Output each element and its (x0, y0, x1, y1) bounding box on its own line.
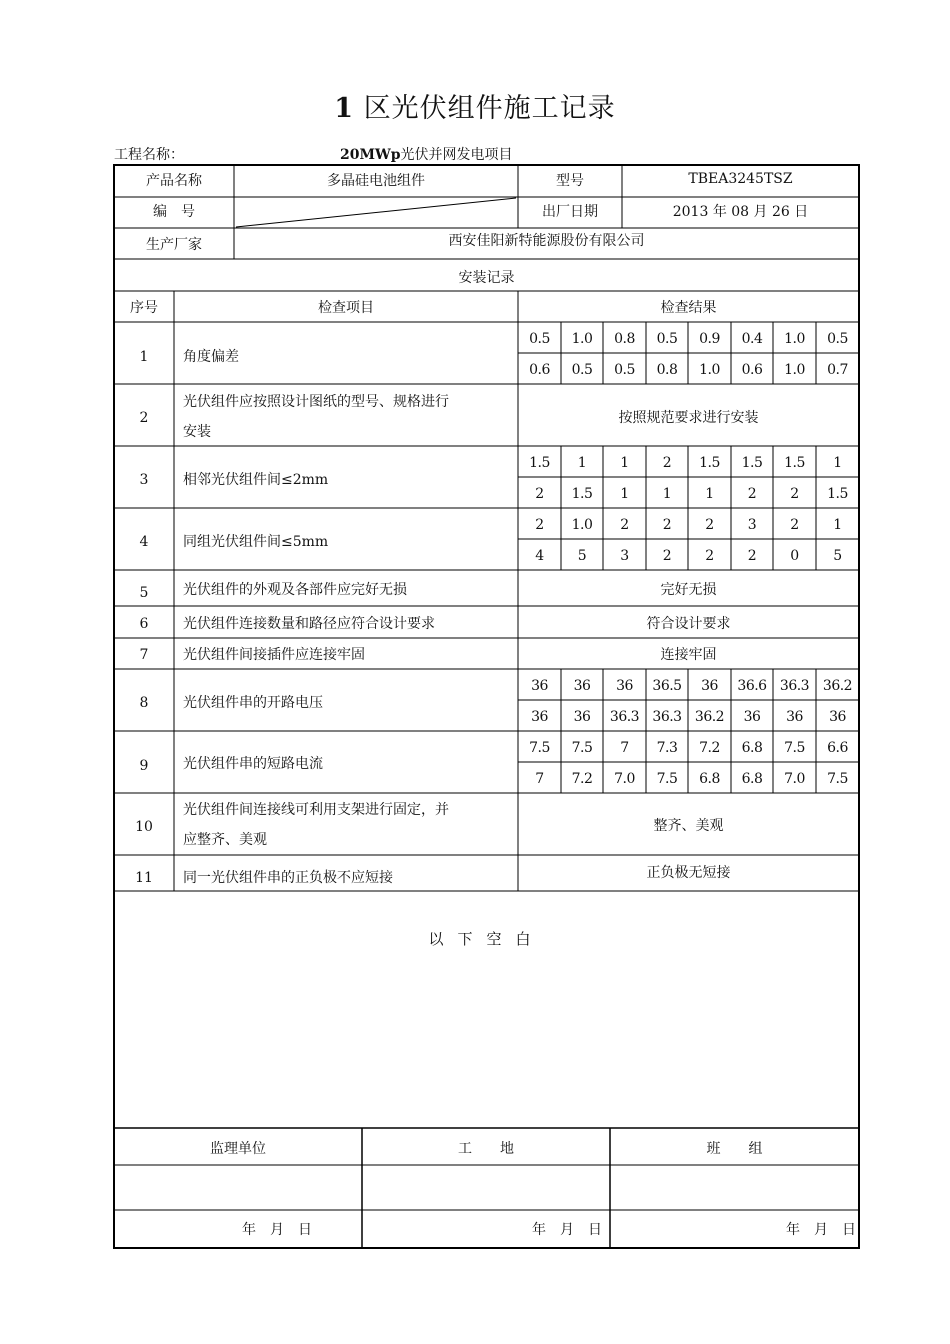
row-item: 光伏组件的外观及各部件应完好无损 (183, 581, 407, 598)
value-cell: 36.2 (694, 709, 725, 726)
column-header-item: 检查项目 (318, 300, 374, 317)
value-cell: 1.0 (699, 362, 720, 379)
row-item: 同一光伏组件串的正负极不应短接 (183, 869, 393, 886)
value-cell: 7.5 (529, 740, 550, 757)
value-cell: 0 (790, 548, 799, 565)
value-cell: 36 (573, 678, 591, 695)
value-cell: 1.5 (571, 486, 593, 503)
row-seq: 1 (139, 348, 149, 365)
value-cell: 36 (786, 709, 803, 726)
value-cell: 1 (577, 455, 587, 472)
row-seq: 6 (139, 615, 149, 632)
row-result: 完好无损 (660, 581, 717, 598)
value-cell: 1 (833, 517, 842, 534)
footer-date-team: 年 月 日 (786, 1221, 856, 1238)
value-cell: 2 (705, 548, 714, 565)
row-seq: 7 (139, 647, 149, 664)
value-cell: 1.0 (784, 331, 805, 348)
value-cell: 7.5 (656, 771, 678, 788)
value-cell: 6.8 (741, 771, 763, 788)
value-cell: 2 (662, 455, 672, 472)
row-seq: 2 (139, 409, 149, 426)
row-seq: 8 (139, 694, 149, 711)
blank-notice: 以下空白 (428, 930, 545, 948)
value-cell: 36.6 (737, 678, 767, 695)
value-cell: 2 (747, 486, 757, 503)
value-cell: 36 (743, 709, 761, 726)
section-title: 安装记录 (458, 270, 515, 287)
value-cell: 2 (705, 517, 714, 534)
row-seq: 9 (139, 757, 149, 774)
value-cell: 36.3 (652, 709, 682, 726)
product-label: 产品名称 (146, 172, 202, 189)
row-item: 光伏组件串的短路电流 (183, 755, 323, 772)
model-value: TBEA3245TSZ (688, 170, 793, 187)
row-seq: 10 (135, 818, 153, 835)
value-cell: 0.9 (699, 331, 720, 348)
value-cell: 7.3 (656, 740, 678, 757)
value-cell: 4 (535, 548, 544, 565)
row-result: 连接牢固 (660, 647, 717, 664)
row-seq: 11 (135, 869, 153, 886)
value-cell: 1 (620, 455, 629, 472)
maker-value: 西安佳阳新特能源股份有限公司 (448, 233, 645, 250)
value-cell: 1.5 (741, 455, 763, 472)
value-cell: 0.7 (827, 362, 848, 379)
value-cell: 2 (535, 517, 544, 534)
value-cell: 2 (535, 486, 544, 503)
value-cell: 36 (531, 678, 548, 695)
value-cell: 36.5 (652, 678, 682, 695)
row-result: 整齐、美观 (653, 817, 724, 834)
value-cell: 0.5 (656, 331, 678, 348)
value-cell: 36.3 (779, 678, 810, 695)
value-cell: 36 (616, 678, 633, 695)
value-cell: 1 (662, 486, 672, 503)
project-label: 工程名称： (114, 147, 184, 163)
row-seq: 5 (139, 584, 149, 601)
row-result: 按照规范要求进行安装 (618, 409, 759, 426)
value-cell: 3 (620, 548, 629, 565)
value-cell: 36.3 (609, 709, 640, 726)
value-cell: 0.5 (614, 362, 635, 379)
column-header-seq: 序号 (130, 300, 158, 317)
value-cell: 36 (531, 709, 548, 726)
value-cell: 0.8 (656, 362, 678, 379)
value-cell: 0.6 (529, 362, 550, 379)
value-cell: 7.5 (827, 771, 848, 788)
project-name: 20MWp光伏并网发电项目 (340, 147, 513, 163)
value-cell: 1.5 (529, 455, 550, 472)
value-cell: 0.4 (741, 331, 763, 348)
row-item: 同组光伏组件间≤5mm (183, 533, 329, 550)
row-item: 角度偏差 (183, 348, 239, 365)
row-item: 光伏组件应按照设计图纸的型号、规格进行 安装 (183, 394, 449, 440)
value-cell: 1.5 (699, 455, 720, 472)
value-cell: 7 (620, 740, 629, 757)
value-cell: 1.0 (571, 517, 593, 534)
row-seq: 3 (139, 471, 149, 488)
row-item: 光伏组件间连接线可利用支架进行固定，并 应整齐、美观 (183, 802, 449, 848)
value-cell: 0.8 (614, 331, 635, 348)
value-cell: 2 (620, 517, 629, 534)
page-title: 1 区光伏组件施工记录 (334, 93, 616, 124)
row-result: 正负极无短接 (646, 864, 731, 881)
row-item: 光伏组件连接数量和路径应符合设计要求 (183, 615, 435, 632)
value-cell: 1.5 (827, 486, 848, 503)
value-cell: 0.5 (529, 331, 550, 348)
value-cell: 5 (577, 548, 587, 565)
value-cell: 7.5 (784, 740, 805, 757)
row-item: 光伏组件间接插件应连接牢固 (183, 647, 365, 664)
value-cell: 1 (620, 486, 629, 503)
value-cell: 1.0 (784, 362, 805, 379)
value-cell: 7.2 (699, 740, 720, 757)
serial-label: 编 号 (153, 204, 195, 221)
date-value: 2013 年 08 月 26 日 (672, 204, 809, 221)
model-label: 型号 (556, 172, 584, 189)
value-cell: 6.6 (827, 740, 848, 757)
value-cell: 2 (790, 486, 799, 503)
value-cell: 2 (662, 517, 672, 534)
footer-team: 班 组 (706, 1140, 763, 1157)
date-label: 出厂日期 (542, 204, 598, 221)
value-cell: 2 (790, 517, 799, 534)
value-cell: 7.0 (784, 771, 805, 788)
value-cell: 36 (701, 678, 718, 695)
value-cell: 1 (833, 455, 842, 472)
maker-label: 生产厂家 (146, 237, 202, 254)
value-cell: 6.8 (699, 771, 720, 788)
value-cell: 1.5 (784, 455, 805, 472)
footer-date-supervisor: 年 月 日 (242, 1221, 312, 1238)
footer-supervisor: 监理单位 (210, 1140, 266, 1157)
value-cell: 2 (747, 548, 757, 565)
value-cell: 7 (535, 771, 544, 788)
value-cell: 0.5 (827, 331, 848, 348)
value-cell: 7.5 (571, 740, 593, 757)
value-cell: 36.2 (822, 678, 853, 695)
value-cell: 6.8 (741, 740, 763, 757)
column-header-result: 检查结果 (660, 300, 717, 317)
footer-site: 工 地 (458, 1140, 514, 1157)
row-result: 符合设计要求 (646, 615, 731, 632)
product-value: 多晶硅电池组件 (327, 172, 425, 189)
value-cell: 5 (833, 548, 842, 565)
value-cell: 1.0 (571, 331, 593, 348)
value-cell: 2 (662, 548, 672, 565)
value-cell: 7.0 (614, 771, 635, 788)
value-cell: 0.5 (571, 362, 593, 379)
value-cell: 3 (747, 517, 757, 534)
value-cell: 1 (705, 486, 714, 503)
row-item: 相邻光伏组件间≤2mm (183, 471, 329, 488)
value-cell: 7.2 (571, 771, 593, 788)
row-item: 光伏组件串的开路电压 (183, 694, 323, 711)
row-seq: 4 (139, 533, 149, 550)
value-cell: 0.6 (741, 362, 763, 379)
value-cell: 36 (573, 709, 591, 726)
footer-date-site: 年 月 日 (532, 1221, 602, 1238)
value-cell: 36 (829, 709, 846, 726)
